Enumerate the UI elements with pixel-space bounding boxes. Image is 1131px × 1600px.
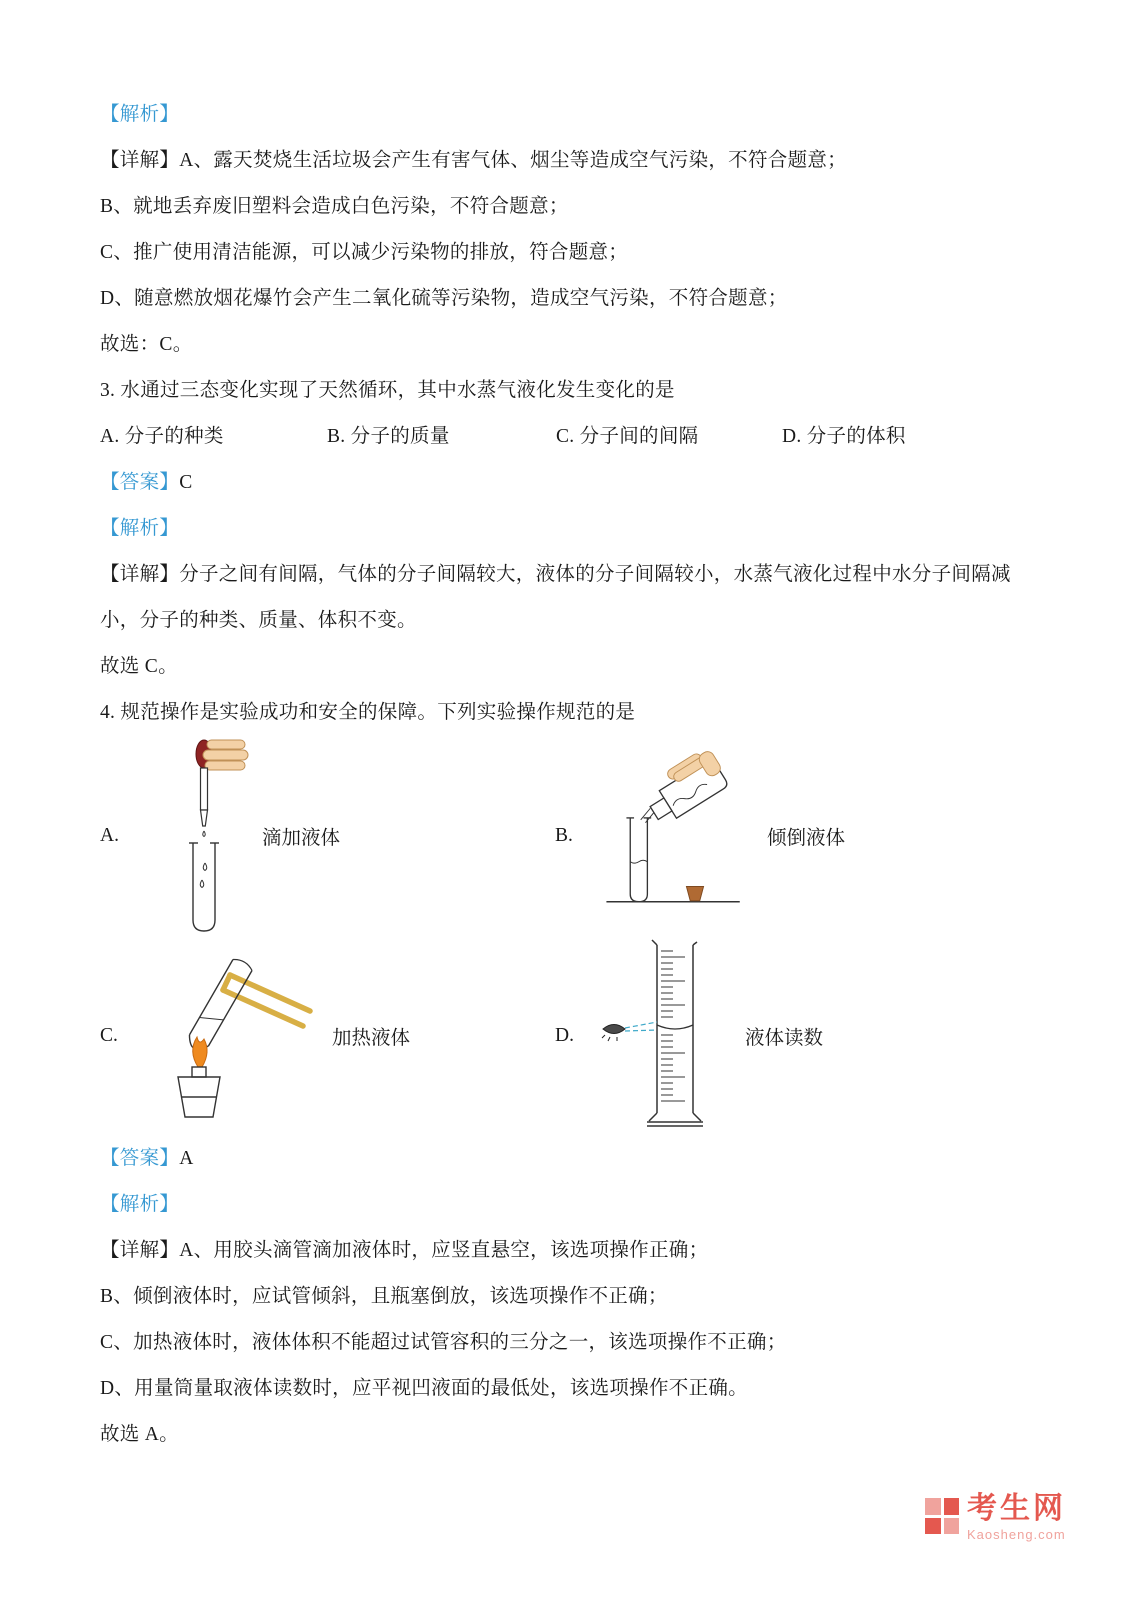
q2-detail-c: C、推广使用清洁能源，可以减少污染物的排放，符合题意； [100, 242, 629, 263]
q3-analysis-label: 【解析】 [100, 518, 180, 539]
q3-option-b: B. 分子的质量 [327, 426, 450, 447]
q3-answer-value: C [179, 472, 193, 493]
dropper-into-test-tube-figure [164, 737, 250, 935]
q4-answer-label: 【答案】 [100, 1148, 180, 1169]
q4-detail-a: 【详解】A、用胶头滴管滴加液体时，应竖直悬空，该选项操作正确； [100, 1240, 709, 1261]
q4-figure-row-1 [100, 736, 1040, 936]
pouring-liquid-figure [595, 737, 755, 935]
q4-conclusion: 故选 A。 [100, 1424, 179, 1445]
kaosheng-logo-text [967, 1492, 1066, 1542]
heating-liquid-figure [138, 945, 320, 1127]
q4-figure-a-letter: A. [100, 825, 119, 846]
q2-detail-b: B、就地丢弃废旧塑料会造成白色污染，不符合题意； [100, 196, 569, 217]
q4-figure-b [555, 737, 1010, 935]
q4-figure-d-caption: 液体读数 [745, 1028, 824, 1049]
kaosheng-logo-icon [925, 1498, 959, 1534]
logo-brand-text: 考生网 [967, 1492, 1066, 1525]
test-tube-icon [193, 843, 215, 931]
q4-analysis-label: 【解析】 [100, 1194, 180, 1215]
q3-answer-line [100, 460, 1040, 506]
q3-conclusion: 故选 C。 [100, 656, 178, 677]
q3-answer-label: 【答案】 [100, 472, 180, 493]
cylinder-body-icon [647, 940, 703, 1126]
q4-figure-row-2 [100, 936, 1040, 1136]
test-tube-holder-icon [223, 975, 310, 1026]
eye-icon [602, 1025, 625, 1042]
flame-icon [193, 1037, 207, 1067]
q4-figure-a [100, 737, 555, 935]
q4-figure-b-caption: 倾倒液体 [767, 828, 846, 849]
q3-option-a: A. 分子的种类 [100, 426, 224, 447]
graduated-cylinder-figure [597, 937, 733, 1135]
hand-icon [203, 740, 248, 770]
q4-figure-c [100, 945, 555, 1127]
q4-figure-c-letter: C. [100, 1025, 118, 1046]
q4-answer-value: A [179, 1148, 194, 1169]
logo-domain-text: Kaosheng.com [967, 1526, 1066, 1542]
page-content [100, 92, 1040, 1458]
q3-options-row [100, 414, 1040, 460]
q4-figure-b-letter: B. [555, 825, 573, 846]
scale-ticks [661, 951, 685, 1101]
q3-option-d: D. 分子的体积 [782, 426, 906, 447]
q4-figure-c-caption: 加热液体 [332, 1028, 411, 1049]
falling-drop-icon [203, 831, 206, 837]
q4-detail-d: D、用量筒量取液体读数时，应平视凹液面的最低处，该选项操作不正确。 [100, 1378, 748, 1399]
q4-answer-line [100, 1136, 1040, 1182]
alcohol-lamp-icon [178, 1067, 220, 1117]
q4-detail-c: C、加热液体时，液体体积不能超过试管容积的三分之一，该选项操作不正确； [100, 1332, 787, 1353]
q2-analysis-label: 【解析】 [100, 104, 180, 125]
q4-question: 4. 规范操作是实验成功和安全的保障。下列实验操作规范的是 [100, 702, 636, 723]
q4-figure-d [555, 937, 1010, 1135]
kaosheng-watermark-logo [925, 1492, 1066, 1542]
q2-conclusion: 故选：C。 [100, 334, 193, 355]
test-tube-icon [630, 818, 647, 902]
sight-line [625, 1022, 657, 1031]
reagent-bottle-icon [639, 746, 731, 827]
q3-question: 3. 水通过三态变化实现了天然循环，其中水蒸气液化发生变化的是 [100, 380, 675, 401]
q4-figure-d-letter: D. [555, 1025, 574, 1046]
q2-detail-a: 【详解】A、露天焚烧生活垃圾会产生有害气体、烟尘等造成空气污染，不符合题意； [100, 150, 847, 171]
q3-option-c: C. 分子间的间隔 [556, 426, 699, 447]
bottle-stopper-icon [686, 886, 703, 900]
q4-figure-a-caption: 滴加液体 [262, 828, 341, 849]
q2-detail-d: D、随意燃放烟花爆竹会产生二氧化硫等污染物，造成空气污染，不符合题意； [100, 288, 788, 309]
liquid-meniscus [657, 1025, 693, 1029]
q3-detail: 【详解】分子之间有间隔，气体的分子间隔较大，液体的分子间隔较小，水蒸气液化过程中水分子间隔减小，分子的种类、质量、体积不变。 [100, 564, 1011, 631]
q4-detail-b: B、倾倒液体时，应试管倾斜，且瓶塞倒放，该选项操作不正确； [100, 1286, 668, 1307]
